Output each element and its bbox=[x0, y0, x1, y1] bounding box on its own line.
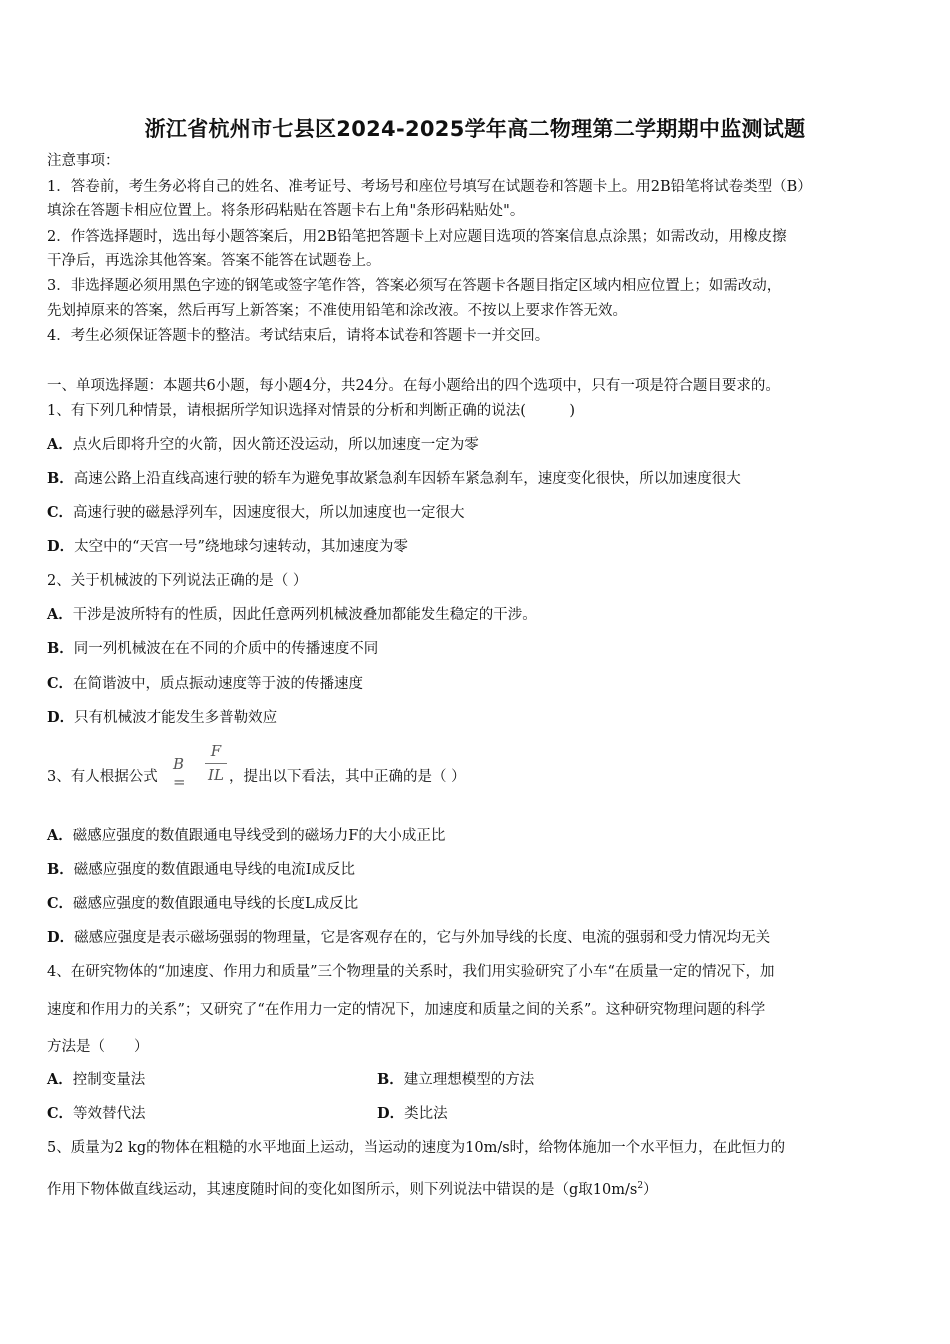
formula-denominator: IL bbox=[208, 766, 224, 784]
q1-option-a bbox=[47, 435, 479, 455]
option-text: 点火后即将升空的火箭，因火箭还没运动，所以加速度一定为零 bbox=[72, 437, 479, 453]
q4-stem-line: 方法是（ ） bbox=[47, 1039, 149, 1055]
q4-option-c bbox=[47, 1104, 146, 1124]
option-label: D． bbox=[47, 709, 75, 726]
q1-option-c bbox=[47, 503, 465, 523]
notice-line: 2．作答选择题时，选出每小题答案后，用2B铅笔把答题卡上对应题目选项的答案信息点涂黑；如需改动，用橡皮擦 bbox=[47, 229, 787, 245]
q4-option-a bbox=[47, 1070, 145, 1090]
option-text: 磁感应强度的数值跟通电导线的长度L成反比 bbox=[73, 896, 359, 912]
option-text: 高速行驶的磁悬浮列车，因速度很大，所以加速度也一定很大 bbox=[73, 505, 465, 521]
option-label: C． bbox=[47, 895, 74, 912]
q3-option-d bbox=[47, 928, 770, 948]
notice-line: 先划掉原来的答案，然后再写上新答案；不准使用铅笔和涂改液。不按以上要求作答无效。 bbox=[47, 303, 627, 319]
option-label: D． bbox=[47, 929, 75, 946]
option-text: 类比法 bbox=[404, 1106, 448, 1122]
option-label: A． bbox=[47, 436, 73, 453]
q4-option-d bbox=[377, 1104, 448, 1124]
q3-option-b bbox=[47, 860, 355, 880]
superscript: 2 bbox=[637, 1181, 644, 1191]
formula-numerator: F bbox=[210, 742, 222, 760]
option-text: 等效替代法 bbox=[73, 1106, 146, 1122]
q4-stem-line: 4、在研究物体的“加速度、作用力和质量”三个物理量的关系时，我们用实验研究了小车“在质量一定的情况下，加 bbox=[47, 964, 775, 980]
q2-option-b bbox=[47, 639, 378, 659]
option-label: B． bbox=[47, 861, 74, 878]
q3-stem-pre: 3、有人根据公式 bbox=[47, 769, 158, 785]
notice-line: 4．考生必须保证答题卡的整洁。考试结束后，请将本试卷和答题卡一并交回。 bbox=[47, 328, 550, 344]
q3-option-c bbox=[47, 894, 358, 914]
q4-option-b bbox=[377, 1070, 534, 1090]
q4-stem-line: 速度和作用力的关系”；又研究了“在作用力一定的情况下，加速度和质量之间的关系”。这种研究物理问题的科学 bbox=[47, 1002, 766, 1018]
section-heading: 一、单项选择题：本题共6小题，每小题4分，共24分。在每小题给出的四个选项中，只有一项是符合题目要求的。 bbox=[47, 378, 780, 394]
option-label: D． bbox=[47, 538, 75, 555]
option-text: 磁感应强度是表示磁场强弱的物理量，它是客观存在的，它与外加导线的长度、电流的强弱和受力情况均无关 bbox=[74, 930, 771, 946]
option-text: 控制变量法 bbox=[72, 1072, 146, 1088]
option-label: B． bbox=[47, 640, 74, 657]
option-text: 干涉是波所特有的性质，因此任意两列机械波叠加都能发生稳定的干涉。 bbox=[72, 607, 537, 623]
notice-line: 3．非选择题必须用黑色字迹的钢笔或签字笔作答，答案必须写在答题卡各题目指定区域内相应位置上；如需改动， bbox=[47, 278, 782, 294]
notice-line: 1．答卷前，考生务必将自己的姓名、准考证号、考场号和座位号填写在试题卷和答题卡上。用2B铅笔将试卷类型（B） bbox=[47, 179, 812, 195]
fraction-bar bbox=[205, 763, 227, 764]
q1-option-b bbox=[47, 469, 741, 489]
option-label: C． bbox=[47, 504, 74, 521]
option-text: 高速公路上沿直线高速行驶的轿车为避免事故紧急刹车因轿车紧急刹车，速度变化很快，所以加速度很大 bbox=[73, 471, 741, 487]
option-label: B． bbox=[47, 470, 74, 487]
q2-option-c bbox=[47, 674, 363, 694]
option-label: D． bbox=[377, 1105, 405, 1122]
notice-heading: 注意事项： bbox=[47, 153, 120, 169]
q2-option-d bbox=[47, 708, 277, 728]
option-text: 只有机械波才能发生多普勒效应 bbox=[74, 710, 278, 726]
option-text: 同一列机械波在在不同的介质中的传播速度不同 bbox=[73, 641, 379, 657]
option-label: A． bbox=[47, 606, 73, 623]
option-text: 太空中的“天宫一号”绕地球匀速转动，其加速度为零 bbox=[74, 539, 408, 555]
option-text: 建立理想模型的方法 bbox=[403, 1072, 535, 1088]
option-label: A． bbox=[47, 1071, 73, 1088]
option-label: C． bbox=[47, 1105, 74, 1122]
q3-option-a bbox=[47, 826, 445, 846]
formula-fraction bbox=[205, 742, 227, 784]
q5-text: 作用下物体做直线运动，其速度随时间的变化如图所示，则下列说法中错误的是（g取10m/s bbox=[47, 1181, 638, 1198]
option-label: A． bbox=[47, 827, 73, 844]
q5-stem-line bbox=[47, 1176, 658, 1200]
q1-option-d bbox=[47, 537, 408, 557]
q2-stem: 2、关于机械波的下列说法正确的是（ ） bbox=[47, 573, 308, 589]
page-title: 浙江省杭州市七县区2024-2025学年高二物理第二学期期中监测试题 bbox=[144, 117, 806, 141]
option-label: B． bbox=[377, 1071, 404, 1088]
option-text: 在简谐波中，质点振动速度等于波的传播速度 bbox=[73, 676, 364, 692]
q3-stem-post: ，提出以下看法，其中正确的是（ ） bbox=[229, 769, 466, 785]
option-text: 磁感应强度的数值跟通电导线的电流I成反比 bbox=[73, 862, 355, 878]
notice-line: 干净后，再选涂其他答案。答案不能答在试题卷上。 bbox=[47, 253, 381, 269]
q1-stem: 1、有下列几种情景，请根据所学知识选择对情景的分析和判断正确的说法( ) bbox=[47, 403, 576, 419]
notice-line: 填涂在答题卡相应位置上。将条形码粘贴在答题卡右上角"条形码粘贴处"。 bbox=[47, 203, 525, 219]
q5-text-end: ） bbox=[643, 1181, 658, 1198]
q5-stem-line: 5、质量为2 kg的物体在粗糙的水平地面上运动，当运动的速度为10m/s时，给物体施加一个水平恒力，在此恒力的 bbox=[47, 1140, 786, 1156]
option-label: C． bbox=[47, 675, 74, 692]
formula-lhs: B = bbox=[173, 755, 186, 791]
q2-option-a bbox=[47, 605, 537, 625]
option-text: 磁感应强度的数值跟通电导线受到的磁场力F的大小成正比 bbox=[72, 828, 446, 844]
